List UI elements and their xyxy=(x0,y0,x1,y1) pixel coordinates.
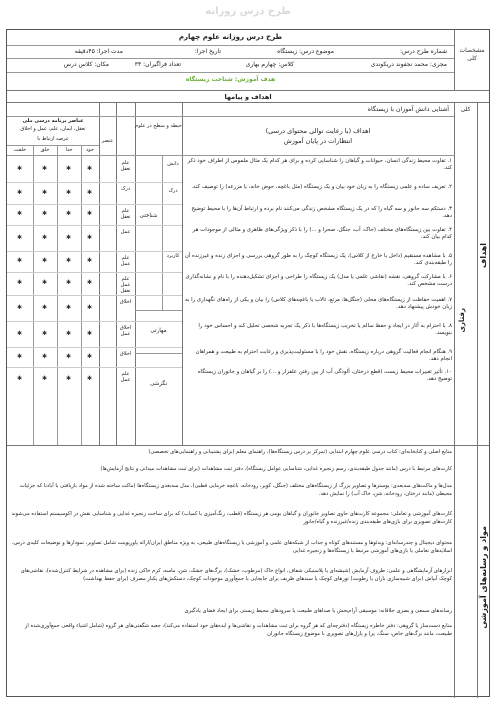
duration: مدت اجرا: ۴۵دقیقه xyxy=(74,48,123,55)
check-mark: ✱ xyxy=(42,210,48,217)
elements-sub: تعقل، ایمان، علم، عمل و اخلاق xyxy=(20,126,86,132)
check-mark: ✱ xyxy=(87,330,93,337)
domain-skill: مهارتی xyxy=(150,328,167,334)
resource-item: کارت‌های آموزشی و تعاملی: مجموعه کارت‌های حاوی تصاویر جانوران و گیاهان بومی هر زیستگاه (قطب، رنگ‌آمیزی یا کمیاب) که برای ساخت زنجیره غذایی و شناسایی نقش در اکوسیستم استفاده می‌شوند کارت‌های تصویری برای بازی‌های طبقه‌بندی زنده/غیرزنده و گیاه/جانور xyxy=(11,511,452,525)
resource-item: منابع اصلی و کتابخانه‌ای: کتاب درسی علوم چهارم ابتدایی (تمرکز بر درس زیستگاه‌ها)، راهنمای معلم (برای پشتیبانی و راهنمایی‌های تخصصی) xyxy=(148,449,452,455)
plan-number: شماره طرح درس: xyxy=(399,48,447,55)
corner-label: مشخصات کلی xyxy=(459,47,485,62)
check-mark: ✱ xyxy=(42,353,48,360)
student-count: تعداد فراگیران: ۳۴ xyxy=(134,61,181,68)
check-mark: ✱ xyxy=(42,375,48,382)
check-mark: ✱ xyxy=(42,257,48,264)
location: مکان: کلاس درس xyxy=(63,61,109,68)
col-nature: خلقت xyxy=(13,147,27,153)
resource-item: محتوای دیجیتال و چندرسانه‌ای: ویدئوها و مستندهای کوتاه و جذاب از شبکه‌های علمی و آموزشی یا زیستگاه‌های طبیعی، به ویژه مناطق ایران/ارائه پاورپوینت شامل تصاویر، نمودارها و توضیحات کلیدی درس، اسلایدهای تعاملی یا بازی‌های آموزشی مرتبط با زیستگاه‌ها و زنجیره غذایی xyxy=(11,540,452,554)
check-mark: ✱ xyxy=(17,330,23,337)
objective-item: ۸. با احترام به آثار در ایجاد و حفظ سالم یا تخریب زیستگاه‌ها با ذکر یک تجربه شخصی تحلیل کند و احساس خود را بنویسد. xyxy=(198,323,452,337)
resource-item: رسانه‌های سمعی و بصری خلاقانه: موسیقی آرام‌بخش یا صداهای طبیعت یا سرودهای محیط زیستی برای ایجاد فضای یادگیری xyxy=(184,608,452,614)
level-knowledge: دانش xyxy=(167,161,179,167)
objective-level: علم تعقل xyxy=(120,160,131,172)
relation-head: عرصه ارتباط با xyxy=(37,136,69,142)
goals-side-label: اهداف xyxy=(479,243,488,268)
check-mark: ✱ xyxy=(17,279,23,286)
document-title: طرح درس روزانه xyxy=(205,6,291,17)
check-mark: ✱ xyxy=(42,189,48,196)
check-mark: ✱ xyxy=(66,330,72,337)
check-mark: ✱ xyxy=(17,165,23,172)
check-mark: ✱ xyxy=(66,165,72,172)
header-block xyxy=(7,30,489,91)
col-god: خدا xyxy=(65,147,73,153)
class-name: کلاس: چهارم بهاری xyxy=(245,61,294,68)
check-mark: ✱ xyxy=(42,304,48,311)
objective-item: ۵. با مشاهده مستقیم (داخل یا خارج از کلاس)، یک زیستگاه کوچک را به طور گروهی بررسی و اجزای زنده و غیرزنده آن را طبقه‌بندی کند. xyxy=(184,253,452,267)
check-mark: ✱ xyxy=(66,279,72,286)
objective-item: ۹. هنگام انجام فعالیت گروهی درباره زیستگاه، نقش خود را با مسئولیت‌پذیری و رعایت احترام به طبیعت و همراهان انجام دهد. xyxy=(195,349,452,363)
general-goal-text: آشنایی دانش آموزان با زیستگاه xyxy=(367,106,449,113)
plan-title: طرح درس روزانه علوم چهارم xyxy=(178,33,283,41)
resources-side-label: مواد و رسانه‌های آموزشی xyxy=(479,526,488,629)
check-mark: ✱ xyxy=(42,165,48,172)
behavioral-tag: رفتاری xyxy=(458,308,466,333)
objectives-subhead: انتظارات در پایان آموزش xyxy=(283,137,353,145)
check-mark: ✱ xyxy=(87,189,93,196)
check-mark: ✱ xyxy=(87,279,93,286)
check-mark: ✱ xyxy=(87,234,93,241)
objective-level: علم عمل xyxy=(120,371,131,383)
element-col-head: عنصر xyxy=(101,138,114,144)
objective-level: درک xyxy=(120,186,131,192)
check-mark: ✱ xyxy=(17,375,23,382)
check-mark: ✱ xyxy=(17,304,23,311)
check-mark: ✱ xyxy=(87,165,93,172)
lesson-plan-table xyxy=(6,29,490,697)
lesson-topic: موضوع درس: زیستگاه xyxy=(277,48,334,55)
level-application: کاربرد xyxy=(166,253,180,259)
check-mark: ✱ xyxy=(66,210,72,217)
objective-item: ۱. تفاوت محیط زندگی انسان، حیوانات و گیاهان را شناسایی کرده و برای هر کدام یک مثال ملموس از اطراف خود ذکر کند. xyxy=(187,158,452,172)
resources-block xyxy=(7,446,489,698)
objective-item: ۶. با مشارکت گروهی، نقشه (نقاشی علمی یا مدل) یک زیستگاه را طراحی و اجزای تشکیل‌دهنده را با نام و نشانه‌گذاری درست مشخص کند. xyxy=(185,274,452,288)
objective-item: ۷. اهمیت حفاظت از زیستگاه‌های محلی (جنگل‌ها، مرتع، تالاب یا باغچه‌های کلاس) را بیان و یکی از راه‌های نگهداری را به زبان خودش پیشنهاد دهد. xyxy=(185,297,452,311)
objective-level: عمل xyxy=(120,229,131,235)
domain-attitude: نگرشی xyxy=(149,381,168,387)
check-mark: ✱ xyxy=(42,279,48,286)
check-mark: ✱ xyxy=(42,330,48,337)
objective-item: ۲. تعریف ساده و علمی زیستگاه را به زبان خود بیان و یک زیستگاه (مثل باغچه، حوض خانه، یا مزرعه) را توصیف کند. xyxy=(191,184,452,190)
col-creation: خلق xyxy=(40,147,50,153)
objective-level: اخلاق عمل xyxy=(119,325,132,337)
resource-item: کارت‌های مرتبط با درس (مانند جدول طبقه‌بندی، رسم زنجیره غذایی، شناسایی عوامل زیستگاه)، دفتر ثبت مشاهدات (برای ثبت مشاهدات میدانی و نتایج آزمایش‌ها) xyxy=(100,466,452,472)
resource-item: ابزارهای آزمایشگاهی و علمی: ظروف آزمایش (شیشه‌ای یا پلاستیکی شفاف، انواع خاک (مرطوب، خشک)، برگ‌های خشک، شن، ماسه، کرم خاکی زنده (برای مشاهده در شرایط کنترل‌شده)، نقاشی‌های کوچک آبپاش (برای شبیه‌سازی باران یا رطوبت) تورهای کوچک یا سبدهای ظریف برای جابجایی یا جمع‌آوری موجودات کوچک، دستکش‌های یکبار مصرف (برای حفظ بهداشت) xyxy=(20,568,452,582)
goals-section-row xyxy=(7,91,489,103)
exec-date: تاریخ اجرا: xyxy=(194,48,221,55)
check-mark: ✱ xyxy=(42,234,48,241)
check-mark: ✱ xyxy=(17,353,23,360)
col-self: خود xyxy=(86,147,94,153)
check-mark: ✱ xyxy=(17,257,23,264)
check-mark: ✱ xyxy=(87,257,93,264)
check-mark: ✱ xyxy=(87,210,93,217)
check-mark: ✱ xyxy=(66,189,72,196)
check-mark: ✱ xyxy=(17,210,23,217)
lesson-motto: هدف آموزش: شناخت زیستگاه xyxy=(185,76,276,83)
check-mark: ✱ xyxy=(87,304,93,311)
goals-section-label: اهداف و پیامها xyxy=(224,93,272,101)
resource-item: منابع دست‌ساز یا گروهی: دفتر خاطره زیستگاه (دفترچه‌ای که هر گروه برای ثبت مشاهدات و نقاشی‌ها و ایده‌های خود استفاده می‌کند)، جعبه شگفتی‌های هر گروه (شامل اشیاء واقعی جمع‌آوری‌شده از طبیعت، مانند برگ‌های خاص، سنگ، پر) و پازل‌های تصویری با موضوع زیستگاه جانوران xyxy=(24,623,452,637)
objective-level: علم تعقل xyxy=(120,208,131,220)
level-understanding: درک xyxy=(168,188,178,194)
domain-head: حیطه و سطح در علوم xyxy=(135,123,182,129)
check-mark: ✱ xyxy=(66,353,72,360)
check-mark: ✱ xyxy=(17,234,23,241)
check-mark: ✱ xyxy=(66,304,72,311)
check-mark: ✱ xyxy=(66,257,72,264)
objective-item: ۴. تفاوت بین زیستگاه‌های مختلف (خاک، آب، جنگل، صحرا و ...) را با ذکر ویژگی‌های ظاهری و مثالی از موجودات هر کدام بیان کند. xyxy=(192,227,452,241)
objective-level: علم عمل تعقل xyxy=(120,276,131,294)
check-mark: ✱ xyxy=(17,189,23,196)
objectives-head: اهداف (با رعایت توالی محتوای درسی) xyxy=(265,127,371,135)
check-mark: ✱ xyxy=(66,234,72,241)
objective-level: علم عمل xyxy=(120,255,131,267)
goals-block xyxy=(7,103,489,446)
general-tag: کلی xyxy=(460,106,471,113)
objective-level: اخلاق xyxy=(119,299,132,305)
check-mark: ✱ xyxy=(66,375,72,382)
elements-head: عناصر برنامه درسی ملی xyxy=(22,118,84,124)
resource-item: مدل‌ها و ماکت‌های سه‌بعدی: پوسترها و تصاویر بزرگ از زیستگاه‌های مختلف (جنگل، کویر، رودخانه، باغچه خرمایی قطبی)، مدل سه‌بعدی زیستگاه‌ها (ماکت ساخته شده از مواد بازیافتی با آبادنا که جزئیات محیطی (مانند درختان، رودخانه، شن، خاک آب) را نمایش دهد. xyxy=(19,483,452,497)
objective-item: ۱۰. تأثیر تغییرات محیط زیست (قطع درختان، آلودگی آب از بین رفتن علفزار و ...) را بر گیاهان و جانوران زیستگاه توضیح دهد. xyxy=(197,369,452,383)
executor: مجری: محمد نجفوند دریکوندی xyxy=(370,61,447,68)
check-mark: ✱ xyxy=(87,375,93,382)
objective-item: ۳. دستکم سه جانور و سه گیاه را که در یک زیستگاه مشخص زندگی می‌کنند نام برده و ارتباط آن‌ها را با محیط توضیح دهد. xyxy=(191,206,452,220)
domain-cognitive: شناختی xyxy=(139,213,158,219)
objective-level: اخلاق xyxy=(119,351,132,357)
check-mark: ✱ xyxy=(87,353,93,360)
